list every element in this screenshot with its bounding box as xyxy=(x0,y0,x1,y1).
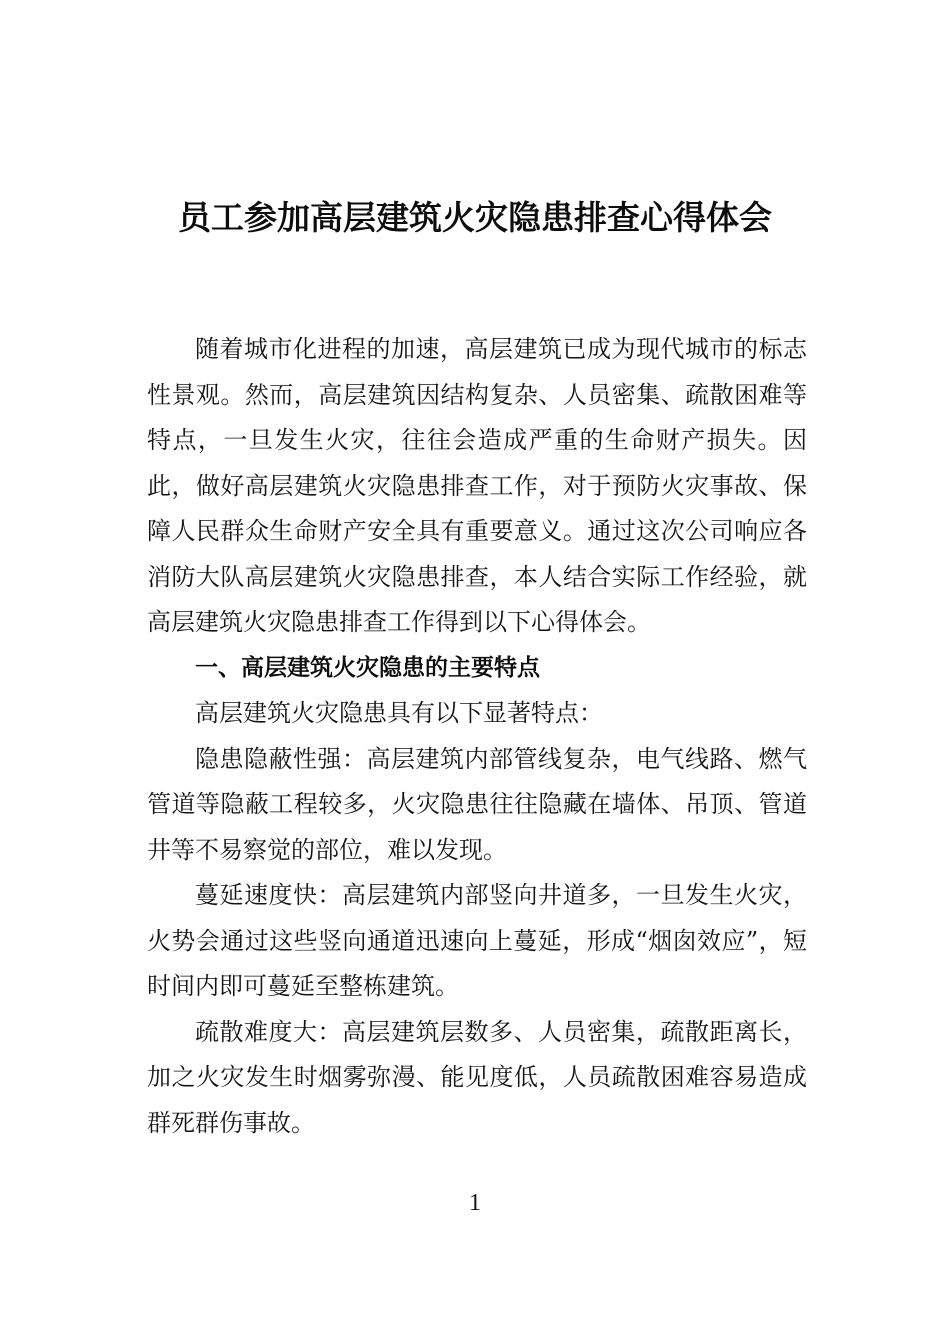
point-paragraph-spread-speed: 蔓延速度快：高层建筑内部竖向井道多，一旦发生火灾，火势会通过这些竖向通道迅速向上蔓延，形成“烟囱效应”，短时间内即可蔓延至整栋建筑。 xyxy=(147,881,807,1000)
page-number: 1 xyxy=(469,1190,481,1216)
document-body xyxy=(147,327,807,1146)
section-heading: 一、高层建筑火灾隐患的主要特点 xyxy=(195,654,540,681)
document-title: 员工参加高层建筑火灾隐患排查心得体会 xyxy=(178,198,772,237)
point-paragraph-concealment: 隐患隐蔽性强：高层建筑内部管线复杂，电气线路、燃气管道等隐蔽工程较多，火灾隐患往往隐藏在墙体、吊顶、管道井等不易察觉的部位，难以发现。 xyxy=(147,744,807,864)
section-lead-paragraph: 高层建筑火灾隐患具有以下显著特点： xyxy=(195,699,603,727)
point-paragraph-evacuation: 疏散难度大：高层建筑层数多、人员密集，疏散距离长，加之火灾发生时烟雾弥漫、能见度低，人员疏散困难容易造成群死群伤事故。 xyxy=(147,1017,807,1137)
intro-paragraph: 随着城市化进程的加速，高层建筑已成为现代城市的标志性景观。然而，高层建筑因结构复杂、人员密集、疏散困难等特点，一旦发生火灾，往往会造成严重的生命财产损失。因此，做好高层建筑火灾隐患排查工作，对于预防火灾事故、保障人民群众生命财产安全具有重要意义。通过这次公司响应各消防大队高层建筑火灾隐患排查，本人结合实际工作经验，就高层建筑火灾隐患排查工作得到以下心得体会。 xyxy=(147,335,807,636)
